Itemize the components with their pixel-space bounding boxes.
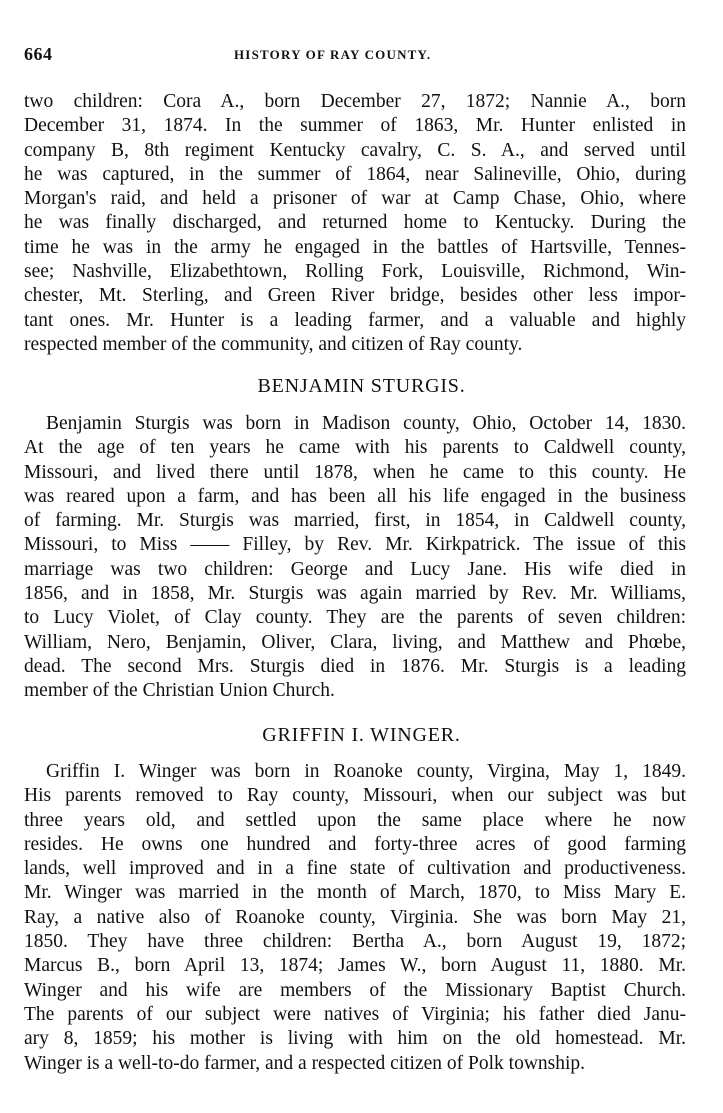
text-line: dead. The second Mrs. Sturgis died in 1876. Mr. Sturgis is a leading — [24, 655, 686, 677]
hunter-biography-continuation — [24, 90, 686, 357]
section-heading-benjamin-sturgis: BENJAMIN STURGIS. — [257, 375, 466, 397]
text-line: At the age of ten years he came with his parents to Caldwell county, — [24, 437, 686, 459]
text-line: Benjamin Sturgis was born in Madison county, Ohio, October 14, 1830. — [46, 413, 686, 434]
running-header — [24, 44, 686, 68]
text-line: of farming. Mr. Sturgis was married, first, in 1854, in Caldwell county, — [24, 510, 686, 532]
text-line: ary 8, 1859; his mother is living with him on the old homestead. Mr. — [24, 1028, 686, 1050]
text-line: December 31, 1874. In the summer of 1863, Mr. Hunter enlisted in — [24, 115, 686, 137]
text-line: company B, 8th regiment Kentucky cavalry, C. S. A., and served until — [24, 139, 686, 161]
text-line: three years old, and settled upon the same place where he now — [24, 809, 686, 831]
text-line: time he was in the army he engaged in the battles of Hartsville, Tennes- — [24, 236, 686, 258]
page-number: 664 — [24, 44, 53, 64]
sturgis-biography — [24, 412, 686, 704]
text-line: Ray, a native also of Roanoke county, Virginia. She was born May 21, — [24, 906, 686, 928]
text-line: His parents removed to Ray county, Missouri, when our subject was but — [24, 785, 686, 807]
text-line: respected member of the community, and citizen of Ray county. — [24, 333, 523, 355]
text-line: Winger is a well-to-do farmer, and a respected citizen of Polk township. — [24, 1052, 586, 1074]
text-line: Missouri, to Miss —— Filley, by Rev. Mr. Kirkpatrick. The issue of this — [24, 534, 686, 556]
text-line: Mr. Winger was married in the month of March, 1870, to Miss Mary E. — [24, 882, 686, 904]
text-line: he was finally discharged, and returned home to Kentucky. During the — [24, 212, 686, 234]
text-line: lands, well improved and in a fine state of cultivation and productiveness. — [24, 858, 686, 880]
text-line: 1856, and in 1858, Mr. Sturgis was again married by Rev. Mr. Williams, — [24, 583, 686, 605]
text-line: two children: Cora A., born December 27, 1872; Nannie A., born — [24, 91, 686, 112]
text-line: tant ones. Mr. Hunter is a leading farmer, and a valuable and highly — [24, 309, 686, 331]
text-line: Winger and his wife are members of the Missionary Baptist Church. — [24, 979, 686, 1001]
text-line: see; Nashville, Elizabethtown, Rolling Fork, Louisville, Richmond, Win- — [24, 261, 686, 283]
text-line: Marcus B., born April 13, 1874; James W., born August 11, 1880. Mr. — [24, 955, 686, 977]
text-line: Morgan's raid, and held a prisoner of war at Camp Chase, Ohio, where — [24, 188, 686, 210]
text-line: to Lucy Violet, of Clay county. They are the parents of seven children: — [24, 607, 686, 629]
text-line: was reared upon a farm, and has been all his life engaged in the business — [24, 485, 686, 507]
text-line: resides. He owns one hundred and forty-three acres of good farming — [24, 833, 686, 855]
running-title: HISTORY OF RAY COUNTY. — [234, 47, 432, 62]
section-heading-griffin-winger: GRIFFIN I. WINGER. — [262, 724, 461, 746]
text-line: 1850. They have three children: Bertha A., born August 19, 1872; — [24, 931, 686, 953]
text-line: William, Nero, Benjamin, Oliver, Clara, living, and Matthew and Phœbe, — [24, 631, 686, 653]
winger-biography — [24, 760, 686, 1076]
text-line: Missouri, and lived there until 1878, when he came to this county. He — [24, 461, 686, 483]
text-line: member of the Christian Union Church. — [24, 680, 335, 702]
text-line: marriage was two children: George and Lucy Jane. His wife died in — [24, 558, 686, 580]
text-line: Griffin I. Winger was born in Roanoke county, Virgina, May 1, 1849. — [46, 761, 686, 782]
text-line: he was captured, in the summer of 1864, near Salineville, Ohio, during — [24, 163, 686, 185]
text-line: chester, Mt. Sterling, and Green River bridge, besides other less impor- — [24, 285, 686, 307]
text-line: The parents of our subject were natives of Virginia; his father died Janu- — [24, 1003, 686, 1025]
